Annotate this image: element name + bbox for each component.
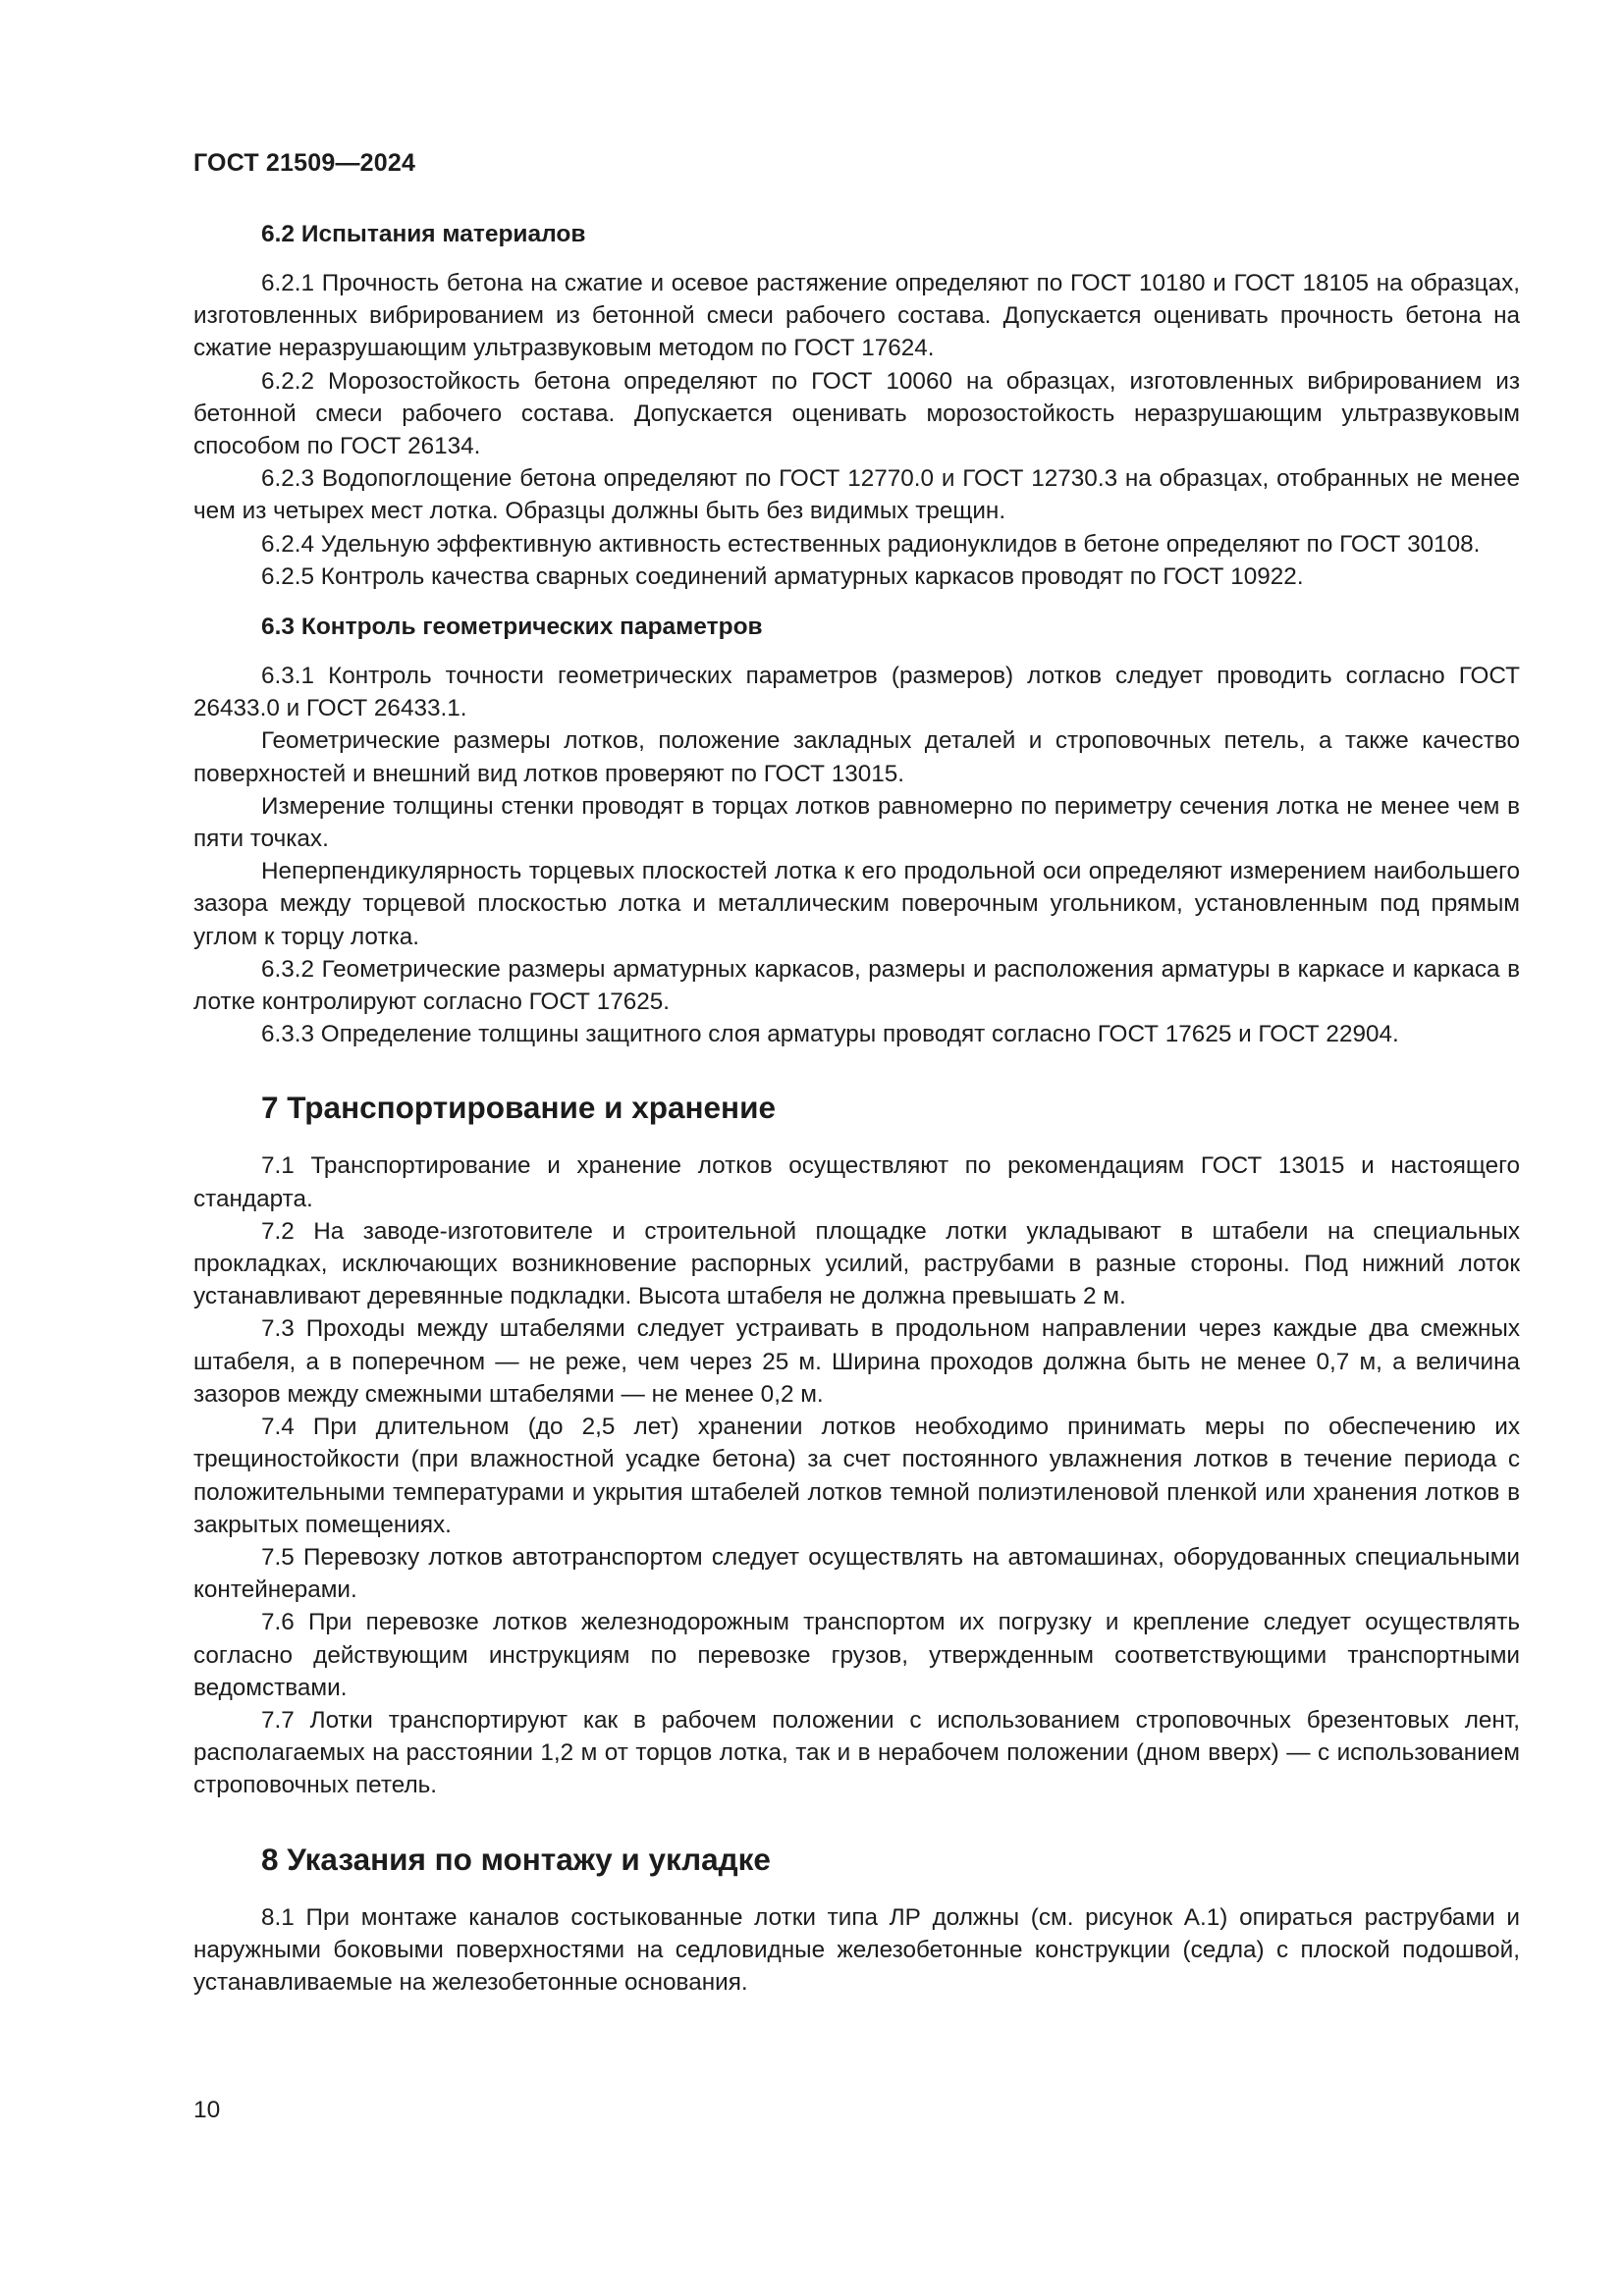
subsection-title-6-3: 6.3 Контроль геометрических параметров [261,614,763,641]
section-title-7: 7 Транспортирование и хранение [261,1090,776,1126]
paragraph-6-2-4: 6.2.4 Удельную эффективную активность естественных радионуклидов в бетоне определяют по ГОСТ 30108. [261,530,1481,558]
paragraph-7-4: 7.4 При длительном (до 2,5 лет) хранении лотков необходимо принимать меры по обеспечению их трещиностойкости (при влажностной усадке бетона) за счет постоянного увлажнения лотков в течение периода с положительными температурами и укрытия штабелей лотков темной полиэтиленовой пленкой или хранения лотков в закрытых помещениях. [193,1414,1520,1538]
paragraph-6-3-3: 6.3.3 Определение толщины защитного слоя арматуры проводят согласно ГОСТ 17625 и ГОСТ 22904. [261,1021,1399,1048]
page-number: 10 [193,2097,221,2123]
paragraph-6-3-1-c: Измерение толщины стенки проводят в торцах лотков равномерно по периметру сечения лотка не менее чем в пяти точках. [193,792,1520,853]
paragraph-7-6: 7.6 При перевозке лотков железнодорожным транспортом их погрузку и крепление следует осуществлять согласно действующим инструкциям по перевозке грузов, утвержденным соответствующими транспортными ведомствами. [193,1609,1520,1701]
page-body [193,218,1520,1999]
paragraph-6-2-5: 6.2.5 Контроль качества сварных соединений арматурных каркасов проводят по ГОСТ 10922. [261,562,1304,590]
paragraph-7-3: 7.3 Проходы между штабелями следует устраивать в продольном направлении через каждые два смежных штабеля, а в поперечном — не реже, чем через 25 м. Ширина проходов должна быть не менее 0,7 м, а величина зазоров между смежными штабелями — не менее 0,2 м. [193,1315,1520,1408]
paragraph-7-7: 7.7 Лотки транспортируют как в рабочем положении с использованием строповочных брезентовых лент, располагаемых на расстоянии 1,2 м от торцов лотка, так и в нерабочем положении (дном вверх) — с использованием строповочных петель. [193,1706,1520,1799]
document-id-header: ГОСТ 21509—2024 [193,149,416,177]
paragraph-6-3-2: 6.3.2 Геометрические размеры арматурных каркасов, размеры и расположения арматуры в каркасе и каркаса в лотке контролируют согласно ГОСТ 17625. [193,955,1520,1016]
paragraph-6-2-3: 6.2.3 Водопоглощение бетона определяют по ГОСТ 12770.0 и ГОСТ 12730.3 на образцах, отобранных не менее чем из четырех мест лотка. Образцы должны быть без видимых трещин. [193,465,1520,525]
paragraph-6-3-1: 6.3.1 Контроль точности геометрических параметров (размеров) лотков следует проводить согласно ГОСТ 26433.0 и ГОСТ 26433.1. [193,663,1520,722]
paragraph-7-2: 7.2 На заводе-изготовителе и строительной площадке лотки укладывают в штабели на специальных прокладках, исключающих возникновение распорных усилий, раструбами в разные стороны. Под нижний лоток устанавливают деревянные подкладки. Высота штабеля не должна превышать 2 м. [193,1217,1520,1310]
paragraph-7-1: 7.1 Транспортирование и хранение лотков осуществляют по рекомендациям ГОСТ 13015 и настоящего стандарта. [193,1152,1520,1212]
subsection-title-6-2: 6.2 Испытания материалов [261,221,586,247]
paragraph-8-1: 8.1 При монтаже каналов состыкованные лотки типа ЛР должны (см. рисунок А.1) опираться раструбами и наружными боковыми поверхностями на седловидные железобетонные конструкции (седла) с плоской подошвой, устанавливаемые на железобетонные основания. [193,1903,1520,1996]
paragraph-6-2-1: 6.2.1 Прочность бетона на сжатие и осевое растяжение определяют по ГОСТ 10180 и ГОСТ 18105 на образцах, изготовленных вибрированием из бетонной смеси рабочего состава. Допускается оценивать прочность бетона на сжатие неразрушающим ультразвуковым методом по ГОСТ 17624. [193,270,1520,362]
paragraph-6-3-1-d: Неперпендикулярность торцевых плоскостей лотка к его продольной оси определяют измерением наибольшего зазора между торцевой плоскостью лотка и металлическим поверочным угольником, установленным под прямым углом к торцу лотка. [193,858,1520,950]
paragraph-6-3-1-b: Геометрические размеры лотков, положение закладных деталей и строповочных петель, а также качество поверхностей и внешний вид лотков проверяют по ГОСТ 13015. [193,727,1520,787]
section-title-8: 8 Указания по монтажу и укладке [261,1841,771,1877]
paragraph-7-5: 7.5 Перевозку лотков автотранспортом следует осуществлять на автомашинах, оборудованных специальными контейнерами. [193,1543,1520,1604]
paragraph-6-2-2: 6.2.2 Морозостойкость бетона определяют по ГОСТ 10060 на образцах, изготовленных вибрированием из бетонной смеси рабочего состава. Допускается оценивать морозостойкость неразрушающим ультразвуковым способом по ГОСТ 26134. [193,367,1520,460]
